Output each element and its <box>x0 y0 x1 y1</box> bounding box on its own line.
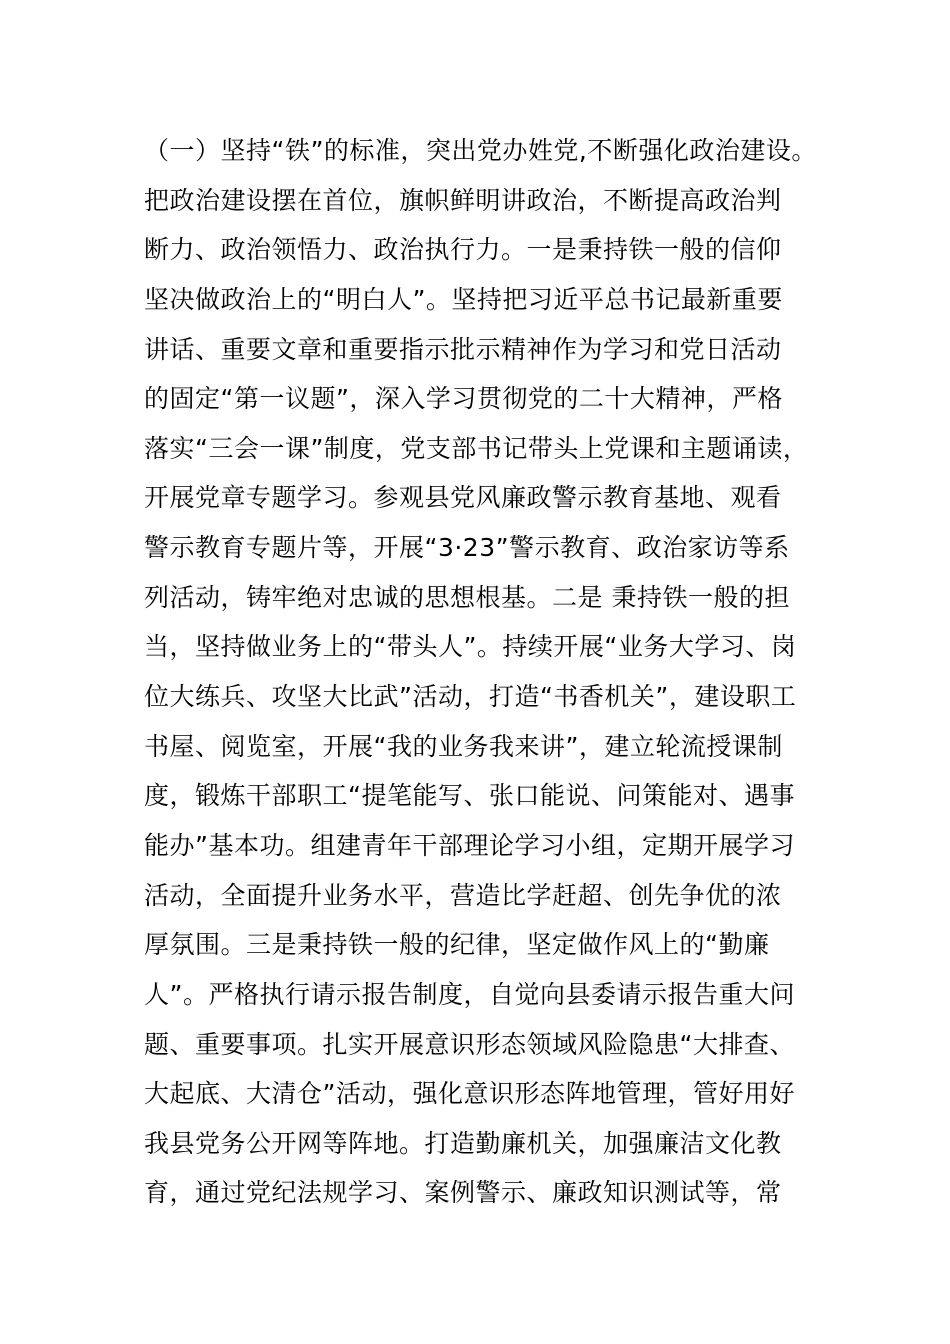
text-line: 讲话、重要文章和重要指示批示精神作为学习和党日活动 <box>144 334 782 364</box>
text-line: 落实“三会一课”制度，党支部书记带头上党课和主题诵读， <box>144 433 809 463</box>
text-line: 的固定“第一议题”，深入学习贯彻党的二十大精神，严格 <box>144 384 783 414</box>
text-line: 人”。严格执行请示报告制度，自觉向县委请示报告重大问 <box>144 979 795 1009</box>
text-line: 位大练兵、攻坚大比武”活动，打造“书香机关”，建设职工 <box>144 682 797 712</box>
text-line: 警示教育专题片等，开展“3·23”警示教育、政治家访等系 <box>144 533 790 563</box>
text-line: 厚氛围。三是秉持铁一般的纪律，坚定做作风上的“勤廉 <box>144 930 770 960</box>
text-line: 育，通过党纪法规学习、案例警示、廉政知识测试等，常 <box>144 1178 782 1208</box>
text-line: 书屋、阅览室，开展“我的业务我来讲”，建立轮流授课制 <box>144 731 783 761</box>
text-line: 我县党务公开网等阵地。打造勤廉机关，加强廉洁文化教 <box>144 1128 782 1158</box>
text-line: 题、重要事项。扎实开展意识形态领域风险隐患“大排查、 <box>144 1029 795 1059</box>
text-line: 度，锻炼干部职工“提笔能写、张口能说、问策能对、遇事 <box>144 781 795 811</box>
text-line: 活动，全面提升业务水平，营造比学赶超、创先争优的浓 <box>144 880 782 910</box>
text-line: 断力、政治领悟力、政治执行力。一是秉持铁一般的信仰 <box>144 235 782 265</box>
text-line: 能办”基本功。组建青年干部理论学习小组，定期开展学习 <box>144 830 795 860</box>
body-paragraph <box>144 126 844 1218</box>
text-line: （一）坚持“铁”的标准，突出党办姓党,不断强化政治建设。 <box>144 136 817 165</box>
text-line: 把政治建设摆在首位，旗帜鲜明讲政治，不断提高政治判 <box>144 185 782 215</box>
text-line: 大起底、大清仓”活动，强化意识形态阵地管理，管好用好 <box>144 1079 795 1109</box>
text-line: 坚决做政治上的“明白人”。坚持把习近平总书记最新重要 <box>144 284 783 314</box>
text-line: 开展党章专题学习。参观县党风廉政警示教育基地、观看 <box>144 483 782 513</box>
text-line: 当，坚持做业务上的“带头人”。持续开展“业务大学习、岗 <box>144 632 797 662</box>
text-line: 列活动，铸牢绝对忠诚的思想根基。二是 秉持铁一般的担 <box>144 582 790 612</box>
